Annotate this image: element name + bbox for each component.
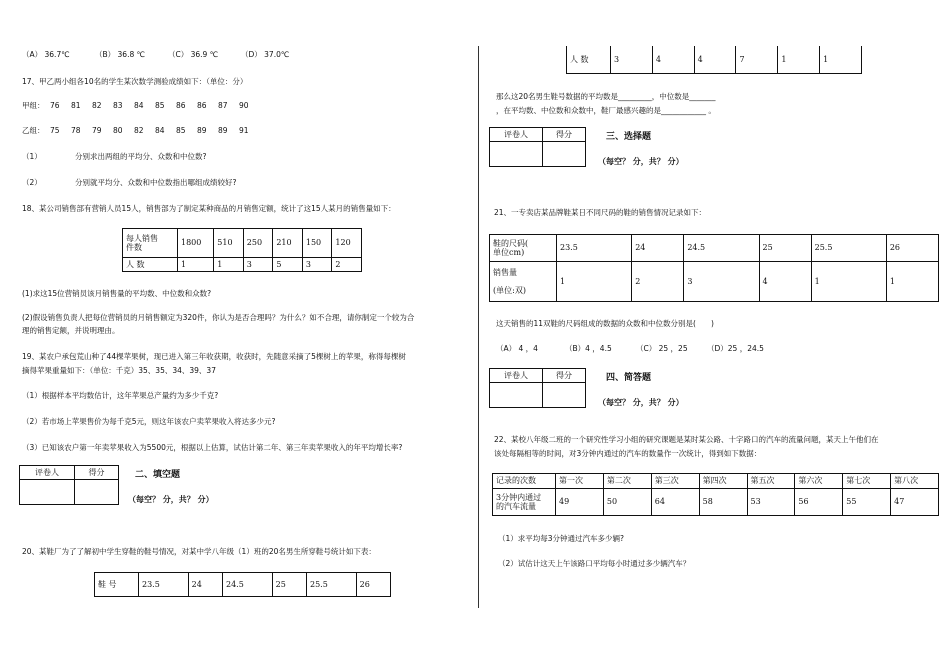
q18-part2-line1: (2)假设销售负责人把每位营销员的月销售额定为320件，你认为是否合理吗？为什么？如不合理，请你制定一个较为合	[22, 313, 415, 322]
table-header-cell: 鞋的尺码( 单位cm)	[490, 235, 557, 262]
section-scoring: （每空？ 分，共？ 分）	[128, 495, 214, 504]
points-label: 得分	[543, 128, 586, 142]
table-cell: 24	[632, 235, 684, 262]
table-header-cell: 第一次	[556, 474, 604, 489]
score: 78	[71, 126, 81, 135]
table-cell: 5	[273, 258, 303, 272]
q16-option-c: （C） 36.9 ℃	[168, 50, 219, 59]
table-cell: 1	[820, 46, 862, 73]
column-divider	[478, 46, 479, 608]
table-header-cell: 第三次	[651, 474, 699, 489]
table-cell: 1	[178, 258, 214, 272]
table-cell: 1	[778, 46, 820, 73]
table-cell: 1	[886, 262, 938, 302]
sales-table	[122, 228, 362, 272]
reviewer-cell[interactable]	[20, 480, 75, 505]
table-cell: 4	[652, 46, 694, 73]
shoe-count-table	[566, 46, 862, 74]
score: 85	[155, 101, 165, 110]
table-header-cell: 第七次	[843, 474, 891, 489]
table-cell: 25	[272, 573, 306, 597]
q19-part3: （3）已知该农户第一年卖苹果收入为5500元，根据以上估算，试估计第二年、第三年卖苹果收入的年平均增长率?	[22, 443, 403, 452]
reviewer-label: 评卷人	[490, 128, 543, 142]
table-cell: 24.5	[684, 235, 759, 262]
score: 86	[176, 101, 186, 110]
score: 89	[197, 126, 207, 135]
score: 82	[92, 101, 102, 110]
q22-stem-line2: 该处每隔相等的时间，对3分钟内通过的汽车的数量作一次统计，得到如下数据：	[494, 449, 762, 458]
table-cell: 55	[843, 489, 891, 516]
score: 84	[155, 126, 165, 135]
q21-stem: 21、一专卖店某品牌鞋某日不同尺码的鞋的销售情况记录如下：	[494, 208, 707, 217]
table-cell: 3	[611, 46, 653, 73]
score: 76	[50, 101, 60, 110]
q17-part2-num: （2）	[22, 178, 42, 187]
score: 81	[71, 101, 81, 110]
q20-fill-line2: ，在平均数、中位数和众数中，鞋厂最感兴趣的是____________ 。	[496, 106, 716, 115]
q18-stem: 18、某公司销售部有营销人员15人，销售部为了制定某种商品的月销售定额，统计了这15人某月的销售量如下：	[22, 204, 396, 213]
q16-option-d: （D） 37.0℃	[241, 50, 290, 59]
q19-stem-line1: 19、某农户承包荒山种了44棵苹果树，现已进入第三年收获期，收获时，先随意采摘了5棵树上的苹果，称得每棵树	[22, 352, 406, 361]
q21-option-c: （C） 25 ，25	[636, 344, 688, 353]
score: 89	[218, 126, 228, 135]
table-cell: 1800	[178, 229, 214, 258]
table-header-cell: 第二次	[603, 474, 651, 489]
q17-jia-label: 甲组：	[22, 101, 45, 110]
q19-part1: （1）根据样本平均数估计，这年苹果总产量约为多少千克?	[22, 391, 219, 400]
table-cell: 2	[332, 258, 362, 272]
score-box	[19, 465, 119, 505]
score: 90	[239, 101, 249, 110]
traffic-table	[492, 473, 939, 516]
table-header-cell: 人 数	[567, 46, 611, 73]
score: 91	[239, 126, 249, 135]
table-cell: 56	[795, 489, 843, 516]
points-label: 得分	[75, 466, 119, 480]
table-cell: 4	[759, 262, 811, 302]
table-cell: 250	[243, 229, 273, 258]
score: 75	[50, 126, 60, 135]
q21-option-d: （D）25 ，24.5	[707, 344, 764, 353]
points-label: 得分	[543, 369, 586, 383]
q19-stem-line2: 摘得苹果重量如下：（单位：千克）35、35、34、39、37	[22, 366, 216, 375]
table-header-cell: 每人销售 件数	[123, 229, 178, 258]
q18-part1: (1)求这15位营销员该月销售量的平均数、中位数和众数?	[22, 289, 212, 298]
q20-stem: 20、某鞋厂为了了解初中学生穿鞋的鞋号情况，对某中学八年级（1）班的20名男生所穿鞋号统计如下表：	[22, 547, 376, 556]
q16-option-a: （A） 36.7℃	[22, 50, 70, 59]
score: 80	[113, 126, 123, 135]
table-cell: 3	[684, 262, 759, 302]
table-cell: 25.5	[811, 235, 886, 262]
q17-part1-num: （1）	[22, 152, 42, 161]
score: 83	[113, 101, 123, 110]
reviewer-label: 评卷人	[490, 369, 543, 383]
table-header-cell: 记录的次数	[493, 474, 556, 489]
reviewer-cell[interactable]	[490, 383, 543, 408]
table-cell: 1	[557, 262, 632, 302]
section-title: 二、填空题	[135, 470, 181, 480]
q18-part2-line2: 理的销售定额，并说明理由。	[22, 326, 120, 335]
table-cell: 26	[886, 235, 938, 262]
reviewer-label: 评卷人	[20, 466, 75, 480]
q17-part2: 分别就平均分、众数和中位数指出哪组成绩较好?	[75, 178, 237, 187]
table-cell: 25.5	[307, 573, 357, 597]
table-header-cell: 第五次	[747, 474, 795, 489]
q19-part2: （2）若市场上苹果售价为每千克5元，则这年该农户卖苹果收入将达多少元?	[22, 417, 276, 426]
q21-option-b: （B）4 ，4.5	[565, 344, 612, 353]
table-cell: 58	[699, 489, 747, 516]
q16-option-b: （B） 36.8 ℃	[95, 50, 146, 59]
score: 84	[134, 101, 144, 110]
points-cell[interactable]	[543, 383, 586, 408]
table-header-cell: 人 数	[123, 258, 178, 272]
q17-yi-label: 乙组：	[22, 126, 45, 135]
q21-question: 这天销售的11双鞋的尺码组成的数据的众数和中位数分别是( )	[496, 319, 714, 328]
table-header-cell: 鞋 号	[95, 573, 139, 597]
table-cell: 53	[747, 489, 795, 516]
score: 82	[134, 126, 144, 135]
table-cell: 23.5	[139, 573, 189, 597]
score: 85	[176, 126, 186, 135]
table-cell: 1	[214, 258, 244, 272]
table-header-cell: 第八次	[891, 474, 939, 489]
table-cell: 47	[891, 489, 939, 516]
shoe-sales-table	[489, 234, 939, 302]
table-cell: 24.5	[223, 573, 273, 597]
q17-part1: 分别求出两组的平均分、众数和中位数?	[75, 152, 207, 161]
table-cell: 4	[694, 46, 736, 73]
table-header-cell: 3分钟内通过 的汽车流量	[493, 489, 556, 516]
q22-part1: （1）求平均每3分钟通过汽车多少辆?	[498, 534, 625, 543]
section-title: 四、简答题	[606, 373, 652, 383]
table-cell: 24	[188, 573, 222, 597]
reviewer-cell[interactable]	[490, 142, 543, 167]
table-header-cell: 销售量 (单位:双)	[490, 262, 557, 302]
table-cell: 1	[811, 262, 886, 302]
shoe-size-table	[94, 572, 391, 597]
table-header-cell: 第四次	[699, 474, 747, 489]
table-cell: 3	[302, 258, 332, 272]
q20-fill-line1: 那么这20名男生鞋号数据的平均数是_________，中位数是_______	[496, 92, 716, 101]
table-cell: 150	[302, 229, 332, 258]
q22-stem-line1: 22、某校八年级二班的一个研究性学习小组的研究课题是某时某公路、十字路口的汽车的流量问题，某天上午他们在	[494, 435, 879, 444]
table-cell: 510	[214, 229, 244, 258]
score: 86	[197, 101, 207, 110]
table-cell: 64	[651, 489, 699, 516]
section-scoring: （每空？ 分，共？ 分）	[598, 157, 684, 166]
score-box	[489, 127, 586, 167]
table-cell: 26	[356, 573, 390, 597]
table-cell: 23.5	[557, 235, 632, 262]
points-cell[interactable]	[75, 480, 119, 505]
table-cell: 49	[556, 489, 604, 516]
score-box	[489, 368, 586, 408]
q22-part2: （2）试估计这天上午该路口平均每小时通过多少辆汽车？	[498, 559, 691, 568]
table-cell: 50	[603, 489, 651, 516]
section-scoring: （每空？ 分，共？ 分）	[598, 398, 684, 407]
table-cell: 2	[632, 262, 684, 302]
score: 87	[218, 101, 228, 110]
table-cell: 3	[243, 258, 273, 272]
table-header-cell: 第六次	[795, 474, 843, 489]
score: 79	[92, 126, 102, 135]
table-cell: 210	[273, 229, 303, 258]
q21-option-a: （A） 4 ，4	[496, 344, 538, 353]
table-cell: 25	[759, 235, 811, 262]
table-cell: 7	[736, 46, 778, 73]
section-title: 三、选择题	[606, 132, 652, 142]
points-cell[interactable]	[543, 142, 586, 167]
q17-stem: 17、甲乙两小组各10名的学生某次数学测验成绩如下：（单位：分）	[22, 77, 248, 86]
table-cell: 120	[332, 229, 362, 258]
